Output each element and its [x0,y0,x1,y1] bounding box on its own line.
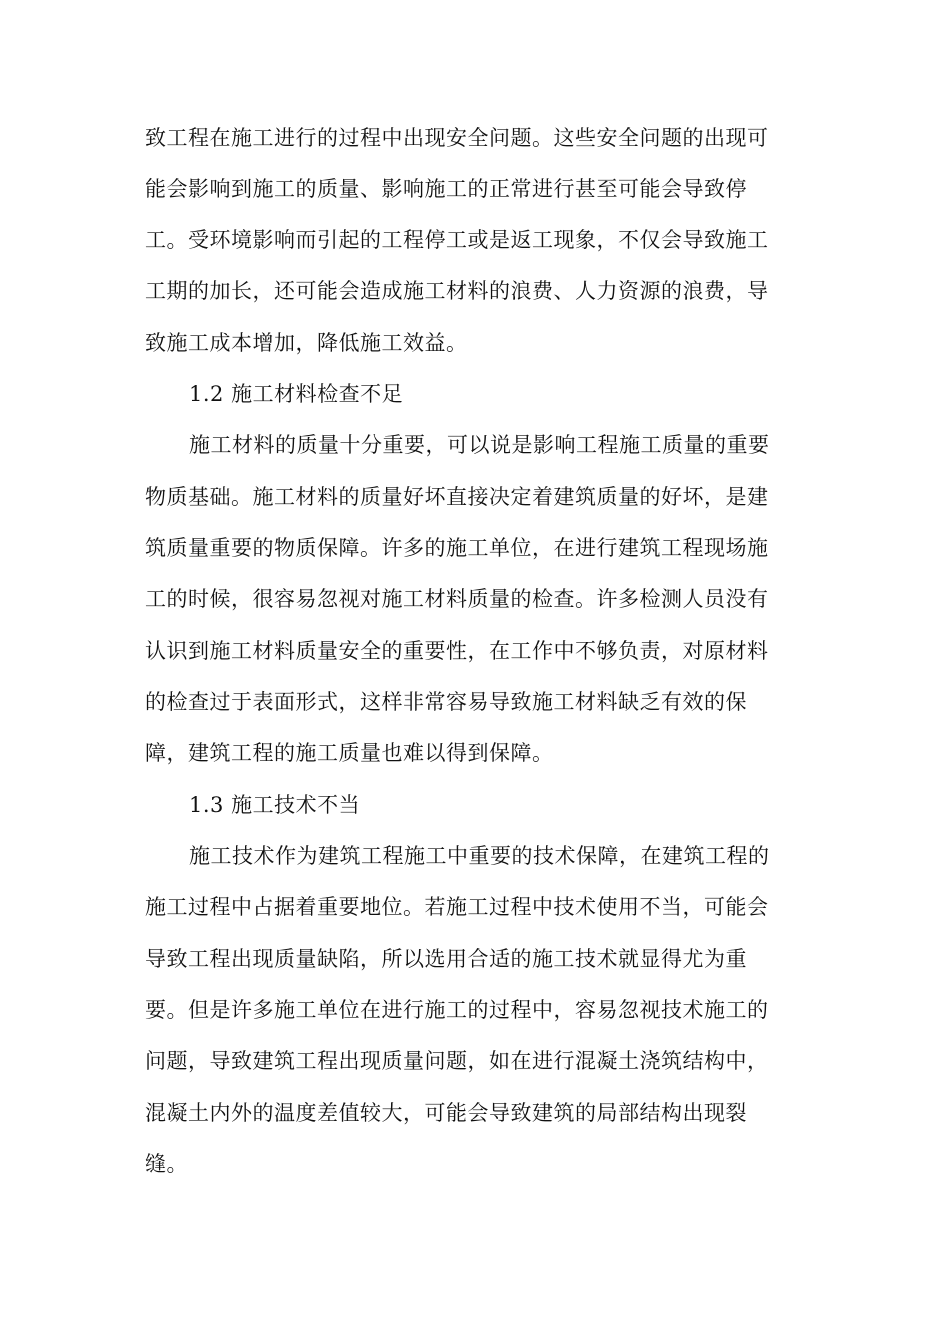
paragraph-line: 障，建筑工程的施工质量也难以得到保障。 [145,741,554,765]
paragraph-line: 施工技术作为建筑工程施工中重要的技术保障，在建筑工程的 [189,844,770,868]
paragraph-line: 认识到施工材料质量安全的重要性，在工作中不够负责，对原材料 [145,639,769,663]
section-heading-1-2: 1.2 施工材料检查不足 [189,382,404,406]
paragraph-line: 能会影响到施工的质量、影响施工的正常进行甚至可能会导致停 [145,177,747,201]
paragraph-line: 问题，导致建筑工程出现质量问题，如在进行混凝土浇筑结构中， [145,1049,769,1073]
paragraph-line: 工的时候，很容易忽视对施工材料质量的检查。许多检测人员没有 [145,587,769,611]
paragraph-line: 的检查过于表面形式，这样非常容易导致施工材料缺乏有效的保 [145,690,747,714]
paragraph-line: 工。受环境影响而引起的工程停工或是返工现象，不仅会导致施工 [145,228,769,252]
paragraph-line: 施工过程中占据着重要地位。若施工过程中技术使用不当，可能会 [145,895,769,919]
paragraph-line: 致工程在施工进行的过程中出现安全问题。这些安全问题的出现可 [145,126,769,150]
paragraph-line: 致施工成本增加，降低施工效益。 [145,331,468,355]
paragraph-line: 缝。 [145,1152,188,1176]
section-heading-1-3: 1.3 施工技术不当 [189,793,361,817]
paragraph-line: 物质基础。施工材料的质量好坏直接决定着建筑质量的好坏，是建 [145,485,769,509]
paragraph-line: 要。但是许多施工单位在进行施工的过程中，容易忽视技术施工的 [145,998,769,1022]
paragraph-line: 筑质量重要的物质保障。许多的施工单位，在进行建筑工程现场施 [145,536,769,560]
paragraph-line: 工期的加长，还可能会造成施工材料的浪费、人力资源的浪费，导 [145,279,769,303]
paragraph-line: 导致工程出现质量缺陷，所以选用合适的施工技术就显得尤为重 [145,947,747,971]
paragraph-line: 施工材料的质量十分重要，可以说是影响工程施工质量的重要 [189,433,770,457]
paragraph-line: 混凝土内外的温度差值较大，可能会导致建筑的局部结构出现裂 [145,1101,747,1125]
